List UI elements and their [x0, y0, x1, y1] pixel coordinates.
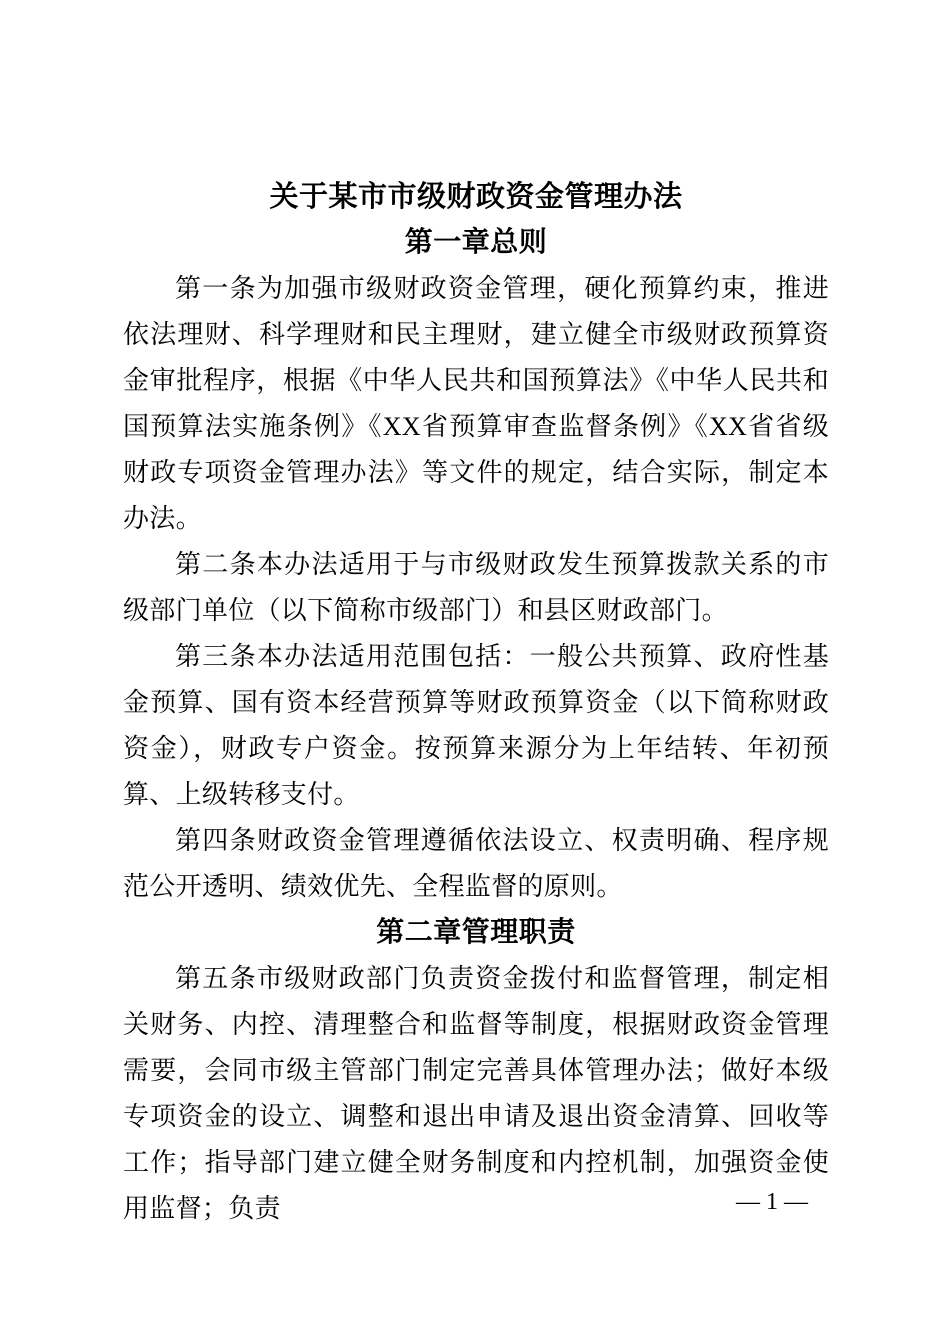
paragraph-article-5: 第五条市级财政部门负责资金拨付和监督管理，制定相关财务、内控、清理整合和监督等制度，根据财政资金管理需要，会同市级主管部门制定完善具体管理办法；做好本级专项资金的设立、调整和退出申请及退出资金清算、回收等工作；指导部门建立健全财务制度和内控机制，加强资金使用监督；负责 — [123, 964, 829, 1223]
page-number: — 1 — — [736, 1189, 808, 1215]
document-title: 关于某市市级财政资金管理办法 — [269, 181, 683, 213]
chapter-1-heading: 第一章总则 — [404, 227, 548, 258]
paragraph-article-2: 第二条本办法适用于与市级财政发生预算拨款关系的市级部门单位（以下简称市级部门）和县区财政部门。 — [123, 550, 829, 625]
paragraph-article-1: 第一条为加强市级财政资金管理，硬化预算约束，推进依法理财、科学理财和民主理财，建立健全市级财政预算资金审批程序，根据《中华人民共和国预算法》《中华人民共和国预算法实施条例》《XX省预算审查监督条例》《XX省省级财政专项资金管理办法》等文件的规定，结合实际，制定本办法。 — [123, 274, 829, 533]
chapter-2-heading: 第二章管理职责 — [376, 917, 576, 948]
paragraph-article-4: 第四条财政资金管理遵循依法设立、权责明确、程序规范公开透明、绩效优先、全程监督的原则。 — [123, 826, 829, 901]
paragraph-article-3: 第三条本办法适用范围包括：一般公共预算、政府性基金预算、国有资本经营预算等财政预算资金（以下简称财政资金），财政专户资金。按预算来源分为上年结转、年初预算、上级转移支付。 — [123, 642, 829, 809]
document-content — [123, 174, 829, 1232]
